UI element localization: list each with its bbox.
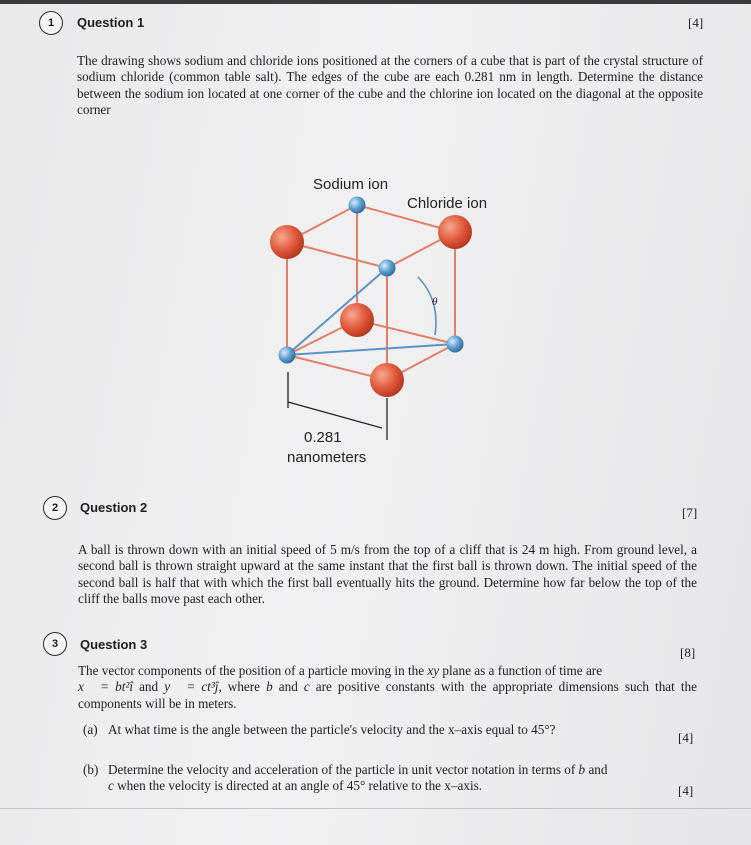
y-position-equation: y⃗ = ct³ĵ [164,679,219,695]
question-3-text [78,663,697,712]
question-2-marks: [7] [682,505,698,520]
question-3-title: Question 3 [80,637,148,652]
sodium-ion-sphere [379,260,396,277]
question-1-marks: [4] [688,15,704,30]
question-1-number-badge: 1 [39,11,63,35]
part-b-constant-b: b [578,762,586,777]
sodium-ion-label: Sodium ion [313,176,389,193]
q3-text-b: plane as a function of time are [439,663,603,678]
part-b-constant-c: c [108,778,114,794]
question-2-number-badge: 2 [43,496,67,520]
part-b-text-3: when the velocity is directed at an angle of 45° relative to the x–axis. [113,778,483,794]
sodium-ion-sphere [447,336,464,353]
q3-text-e: are positive constants with the appropriate dimensions such that the components will be in meters. [78,679,697,711]
constant-c: c [303,679,310,695]
constant-b: b [266,679,273,695]
sodium-ion-sphere [279,347,296,364]
question-1-title: Question 1 [77,15,145,30]
bottom-divider [0,808,751,809]
chloride-ion-sphere [270,225,304,259]
chloride-ion-sphere [438,215,472,249]
question-3-number-badge: 3 [43,632,67,656]
question-2-text: A ball is thrown down with an initial speed of 5 m/s from the top of a cliff that is 24 m high. From ground level, a second ball is thrown straight upward at the same instant that the first ball is thrown down. The initial speed of the second ball is half that with which the first ball eventually hits the ground. Determine how far below the top of the cliff the balls move past each other. [78,542,697,607]
sodium-ion-sphere [349,197,366,214]
part-b-label: (b) [83,762,99,777]
edge-length-unit: nanometers [287,449,367,466]
part-a-text: At what time is the angle between the particle's velocity and the x–axis equal to 45°? [108,722,556,737]
part-b-text [108,762,696,795]
q3-text-c: , where [218,679,267,695]
top-bar [0,0,751,4]
part-b-text-1: Determine the velocity and acceleration of the particle in unit vector notation in terms of [108,762,579,777]
edge-length-value: 0.281 [304,429,342,446]
q3-text-a: The vector components of the position of a particle moving in the [78,663,428,678]
part-a-marks: [4] [678,730,694,745]
question-3-marks: [8] [680,645,696,660]
part-b-marks: [4] [678,783,694,798]
chloride-ion-label: Chloride ion [407,195,488,212]
part-b-text-2: and [585,762,608,777]
theta-label: θ [432,296,438,308]
part-a-label: (a) [83,722,98,737]
q3-text-d: and [272,679,304,695]
xy-plane-math: xy [427,663,440,678]
chloride-ion-sphere [340,303,374,337]
question-1-text: The drawing shows sodium and chloride ions positioned at the corners of a cube that is part of the crystal structure of sodium chloride (common table salt). The edges of the cube are each 0.281 nm in length. Determine the distance between the sodium ion located at one corner of the cube and the chlorine ion located on the diagonal at the opposite corner [77,53,703,118]
question-2-title: Question 2 [80,500,148,515]
nacl-cube-figure [230,160,520,470]
chloride-ion-sphere [370,363,404,397]
x-position-equation: x⃗ = bt²î [78,679,134,695]
q3-and: and [133,679,165,695]
